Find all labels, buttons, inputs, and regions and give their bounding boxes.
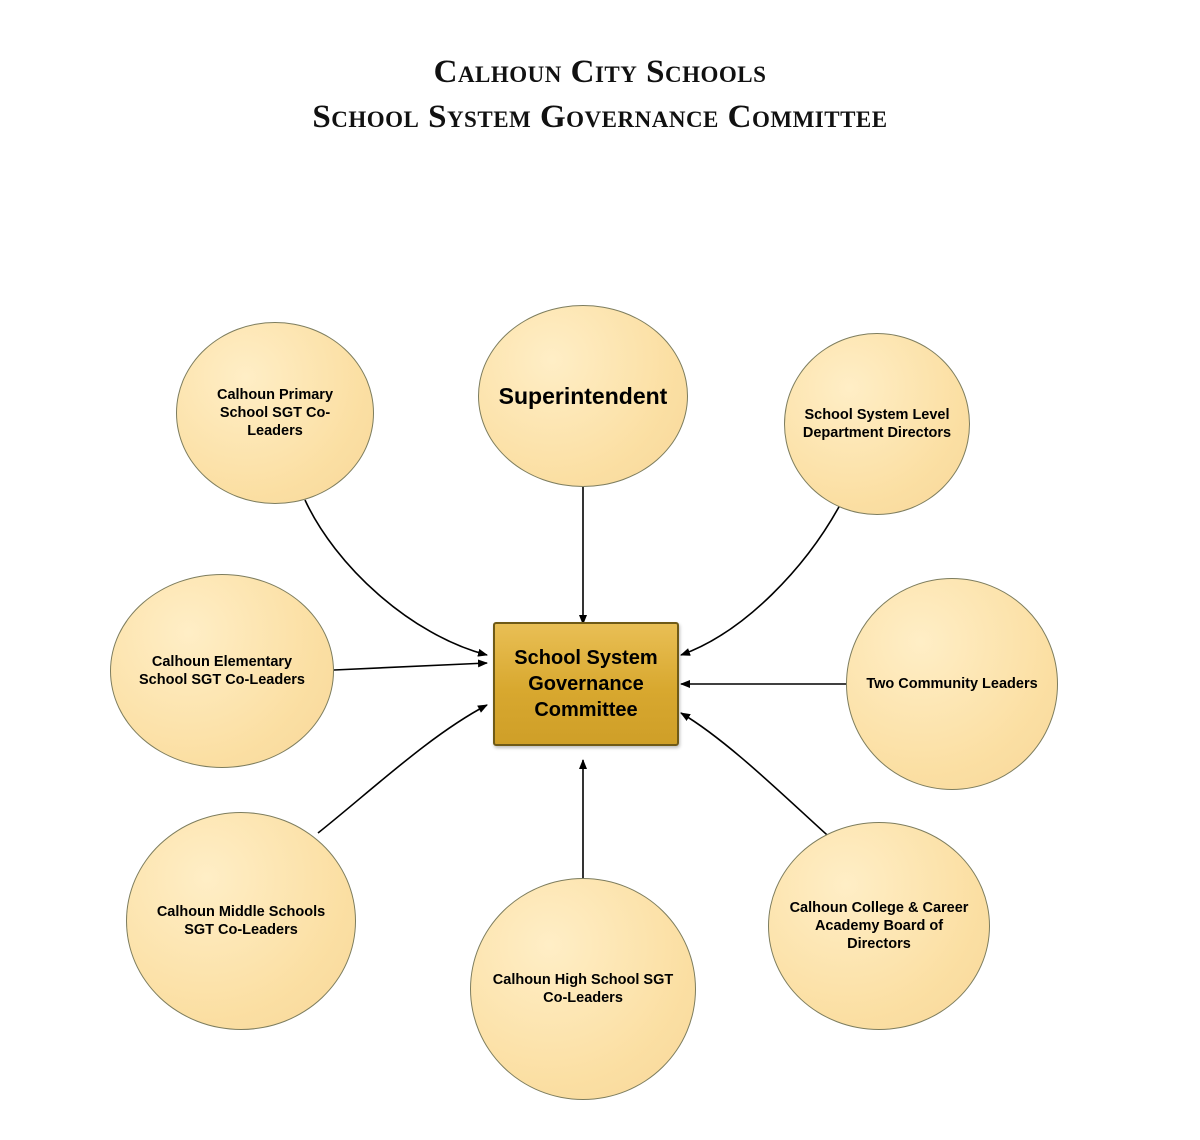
connector-elementary — [334, 663, 487, 670]
node-calhoun-middle-label: Calhoun Middle Schools SGT Co-Leaders — [156, 904, 326, 938]
node-calhoun-elementary-label: Calhoun Elementary School SGT Co-Leaders — [139, 654, 305, 688]
connector-departments — [681, 505, 840, 655]
connector-primary — [305, 500, 487, 655]
node-calhoun-high-label: Calhoun High School SGT Co-Leaders — [492, 972, 674, 1006]
node-calhoun-primary[interactable] — [176, 322, 374, 504]
node-college-career-academy[interactable] — [768, 822, 990, 1030]
center-node-governance-committee[interactable] — [493, 622, 679, 746]
title-line-1: Calhoun City Schools — [433, 54, 767, 90]
node-calhoun-primary-label: Calhoun Primary School SGT Co-Leaders — [216, 387, 334, 439]
center-node-label: School System Governance Committee — [514, 647, 658, 721]
page-title — [0, 50, 1200, 140]
node-department-directors-label: School System Level Department Directors — [802, 407, 952, 441]
node-superintendent[interactable] — [478, 305, 688, 487]
node-calhoun-elementary[interactable] — [110, 574, 334, 768]
title-line-2: School System Governance Committee — [312, 99, 888, 135]
node-college-career-academy-label: Calhoun College & Career Academy Board of Directors — [789, 900, 969, 952]
node-calhoun-high[interactable] — [470, 878, 696, 1100]
node-community-leaders-label: Two Community Leaders — [866, 676, 1038, 692]
node-community-leaders[interactable] — [846, 578, 1058, 790]
node-superintendent-label: Superintendent — [498, 383, 668, 409]
connector-middle — [318, 705, 487, 833]
node-calhoun-middle[interactable] — [126, 812, 356, 1030]
connector-academy — [681, 713, 836, 843]
node-department-directors[interactable] — [784, 333, 970, 515]
